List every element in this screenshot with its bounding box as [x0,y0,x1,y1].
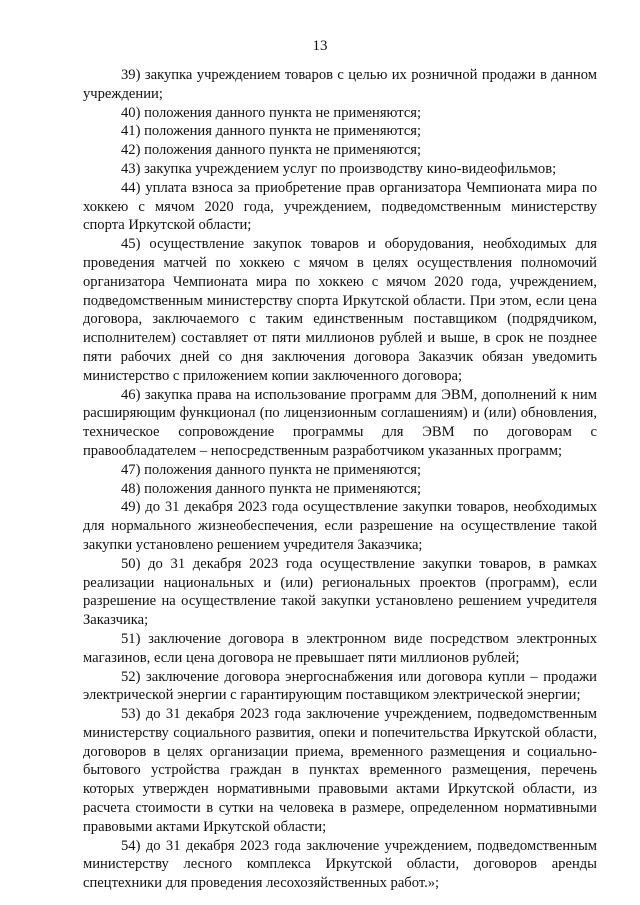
document-body [83,66,597,893]
list-item-43: 43) закупка учреждением услуг по производству кино-видеофильмов; [121,160,557,177]
list-item-51: 51) заключение договора в электронном виде посредством электронных магазинов, если цена договора не превышает пяти миллионов рублей; [83,630,597,666]
list-item-50: 50) до 31 декабря 2023 года осуществление закупки товаров, в рамках реализации национальных и (или) региональных проектов (программ), если разрешение на осуществление такой закупки установлено решением учредителя Заказчика; [83,555,597,629]
list-item-49: 49) до 31 декабря 2023 года осуществление закупки товаров, необходимых для нормального жизнеобеспечения, если разрешение на осуществление такой закупки установлено решением учредителя Заказчика; [83,499,597,553]
list-item-48: 48) положения данного пункта не применяются; [121,480,422,497]
list-item-47: 47) положения данного пункта не применяются; [121,461,422,478]
list-item-54: 54) до 31 декабря 2023 года заключение учреждением, подведомственным министерству лесного комплекса Иркутской области, договоров аренды спецтехники для проведения лесохозяйственных работ.»; [83,837,597,892]
list-item-39: 39) закупка учреждением товаров с целью их розничной продажи в данном учреждении; [83,67,597,102]
list-item-41: 41) положения данного пункта не применяются; [121,123,422,140]
list-item-52: 52) заключение договора энергоснабжения или договора купли – продажи электрической энергии с гарантирующим поставщиком электрической энергии; [83,668,597,704]
list-item-44: 44) уплата взноса за приобретение прав организатора Чемпионата мира по хоккею с мячом 2020 года, учреждением, подведомственным министерству спорта Иркутской области; [83,179,597,234]
list-item-42: 42) положения данного пункта не применяются; [121,142,422,159]
page-number: 13 [312,38,328,54]
list-item-53: 53) до 31 декабря 2023 года заключение учреждением, подведомственным министерству социального развития, опеки и попечительства Иркутской области, договоров в целях организации приема, временного размещения и социально-бытового устройства граждан в пунктах временного размещения, перечень которых утвержден нормативными правовыми актами Иркутской области, из расчета стоимости в сутки на человека в размере, определенном нормативными правовыми актами Иркутской области; [83,706,597,835]
list-item-46: 46) закупка права на использование программ для ЭВМ, дополнений к ним расширяющим функционал (по лицензионным соглашениям) и (или) обновления, техническое сопровождение программы для ЭВМ по договорам с правообладателем – непосредственным разработчиком указанных программ; [83,386,597,459]
list-item-45: 45) осуществление закупок товаров и оборудования, необходимых для проведения матчей по хоккею с мячом в целях осуществления полномочий организатора Чемпионата мира по хоккею с мячом 2020 года, учреждением, подведомственным министерству спорта Иркутской области. При этом, если цена договора, заключаемого с таким единственным поставщиком (подрядчиком, исполнителем) составляет от пяти миллионов рублей и выше, в срок не позднее пяти рабочих дней со дня заключения договора Заказчик обязан уведомить министерство с приложением копии заключенного договора; [83,236,597,384]
list-item-40: 40) положения данного пункта не применяются; [121,104,422,121]
